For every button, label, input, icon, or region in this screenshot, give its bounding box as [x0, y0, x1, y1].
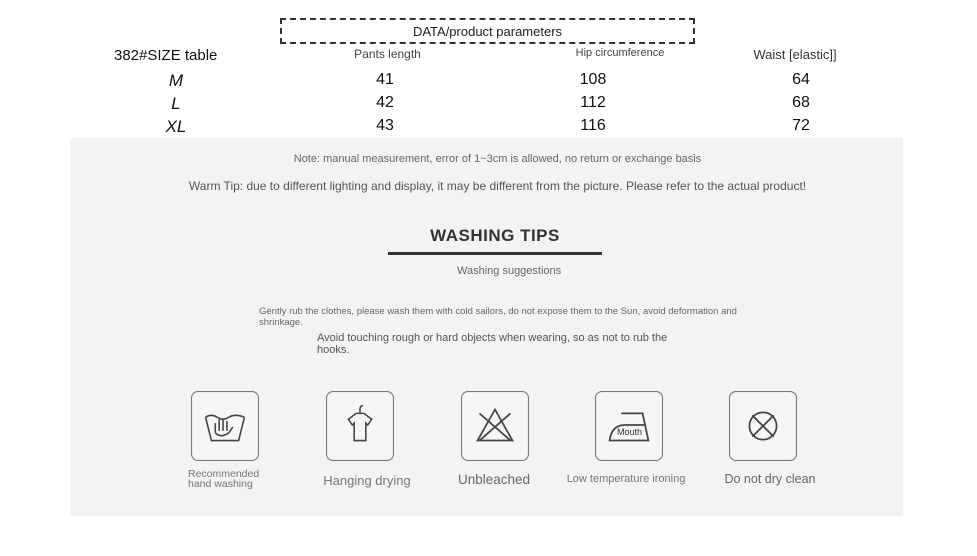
- table-cell-waist: 64: [792, 71, 810, 88]
- table-cell-size: L: [171, 94, 181, 113]
- washing-instruction-2: Avoid touching rough or hard objects when wearing, so as not to rub the hooks.: [317, 332, 668, 356]
- column-header-hip: Hip circumference: [575, 47, 665, 59]
- column-header-pants-length: Pants length: [354, 47, 421, 61]
- table-cell-pants-length: 42: [376, 94, 394, 111]
- table-cell-hip: 108: [579, 71, 607, 88]
- size-table-label: 382#SIZE table: [114, 47, 218, 64]
- column-header-waist: Waist [elastic]]: [753, 47, 837, 62]
- warm-tip: Warm Tip: due to different lighting and display, it may be different from the picture. Please refer to the actual product!: [188, 179, 807, 193]
- no-bleach-icon: [461, 391, 529, 461]
- heading-underline: [388, 252, 602, 255]
- table-cell-waist: 72: [792, 117, 810, 134]
- table-cell-hip: 112: [580, 94, 606, 111]
- table-cell-hip: 116: [580, 117, 606, 134]
- table-cell-pants-length: 41: [376, 71, 394, 88]
- measurement-note: Note: manual measurement, error of 1~3cm is allowed, no return or exchange basis: [293, 153, 702, 165]
- iron-caption: Low temperature ironing: [566, 473, 686, 485]
- washing-subtitle: Washing suggestions: [457, 265, 562, 277]
- no-dry-clean-caption: Do not dry clean: [724, 472, 816, 486]
- hand-wash-icon: [191, 391, 259, 461]
- iron-icon: [595, 391, 663, 461]
- no-dry-clean-icon: [729, 391, 797, 461]
- table-cell-pants-length: 43: [376, 117, 394, 134]
- washing-instruction-1: Gently rub the clothes, please wash them with cold sailors, do not expose them to the Sun, avoid deformation and shrinkage.: [259, 306, 737, 328]
- hand-wash-caption: Recommended hand washing: [188, 468, 260, 490]
- iron-temperature-label: Mouth: [617, 427, 643, 437]
- table-cell-waist: 68: [792, 94, 810, 111]
- section-title-text: DATA/product parameters: [412, 23, 563, 39]
- table-cell-size: XL: [165, 117, 187, 136]
- hanging-dry-caption: Hanging drying: [323, 473, 411, 488]
- hanging-dry-icon: [326, 391, 394, 461]
- no-bleach-caption: Unbleached: [457, 472, 531, 487]
- washing-tips-heading: WASHING TIPS: [430, 226, 560, 245]
- table-cell-size: M: [168, 71, 184, 90]
- section-title: [280, 18, 695, 44]
